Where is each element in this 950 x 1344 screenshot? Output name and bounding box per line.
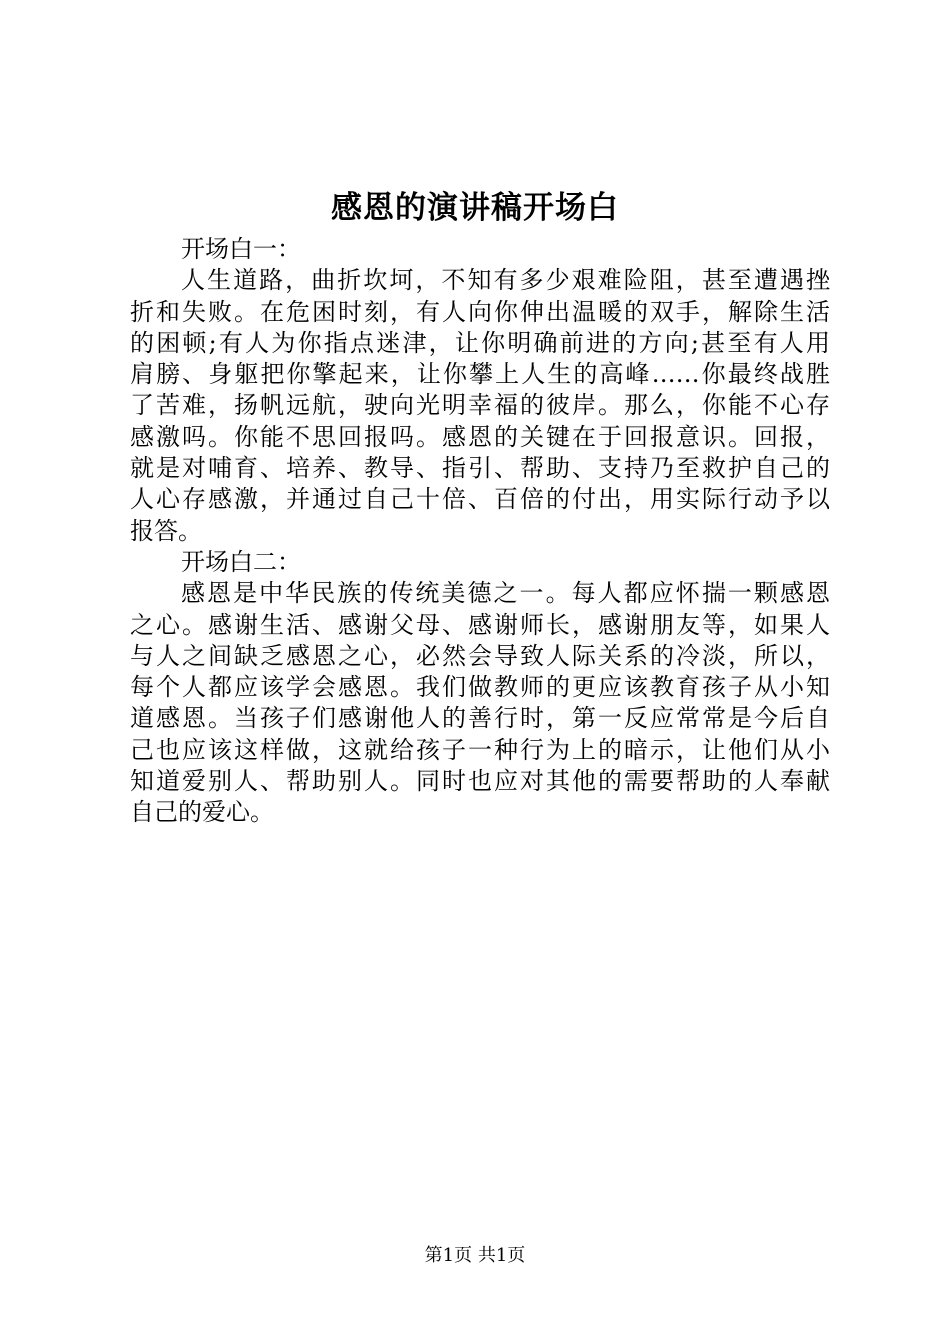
paragraph-line: 道感恩。当孩子们感谢他人的善行时，第一反应常常是今后自 [130, 704, 830, 733]
paragraph-line: 感激吗。你能不思回报吗。感恩的关键在于回报意识。回报， [130, 422, 830, 451]
paragraph-line: 人心存感激，并通过自己十倍、百倍的付出，用实际行动予以 [130, 485, 830, 514]
document-body [130, 234, 830, 829]
paragraph-line: 感恩是中华民族的传统美德之一。每人都应怀揣一颗感恩 [181, 579, 830, 608]
document-title: 感恩的演讲稿开场白 [331, 190, 619, 226]
paragraph-line: 与人之间缺乏感恩之心，必然会导致人际关系的冷淡，所以， [130, 641, 830, 670]
paragraph-line: 肩膀、身躯把你擎起来，让你攀上人生的高峰……你最终战胜 [130, 360, 830, 389]
paragraph-line: 了苦难，扬帆远航，驶向光明幸福的彼岸。那么，你能不心存 [130, 391, 830, 420]
paragraph-line: 人生道路，曲折坎坷，不知有多少艰难险阻，甚至遭遇挫 [181, 266, 830, 295]
paragraph-line: 自己的爱心。 [130, 798, 274, 827]
paragraph-line: 的困顿;有人为你指点迷津，让你明确前进的方向;甚至有人用 [130, 328, 830, 357]
paragraph-line: 之心。感谢生活、感谢父母、感谢师长，感谢朋友等，如果人 [130, 610, 830, 639]
paragraph-line: 每个人都应该学会感恩。我们做教师的更应该教育孩子从小知 [130, 673, 830, 702]
page-footer: 第1页 共1页 [424, 1245, 526, 1266]
paragraph-line: 报答。 [130, 516, 202, 545]
paragraph-line: 己也应该这样做，这就给孩子一种行为上的暗示，让他们从小 [130, 735, 830, 764]
paragraph-line: 折和失败。在危困时刻，有人向你伸出温暖的双手，解除生活 [130, 297, 830, 326]
section-heading-2: 开场白二： [181, 547, 301, 576]
section-heading-1: 开场白一： [181, 235, 301, 263]
paragraph-line: 知道爱别人、帮助别人。同时也应对其他的需要帮助的人奉献 [130, 767, 830, 796]
paragraph-line: 就是对哺育、培养、教导、指引、帮助、支持乃至救护自己的 [130, 454, 830, 483]
